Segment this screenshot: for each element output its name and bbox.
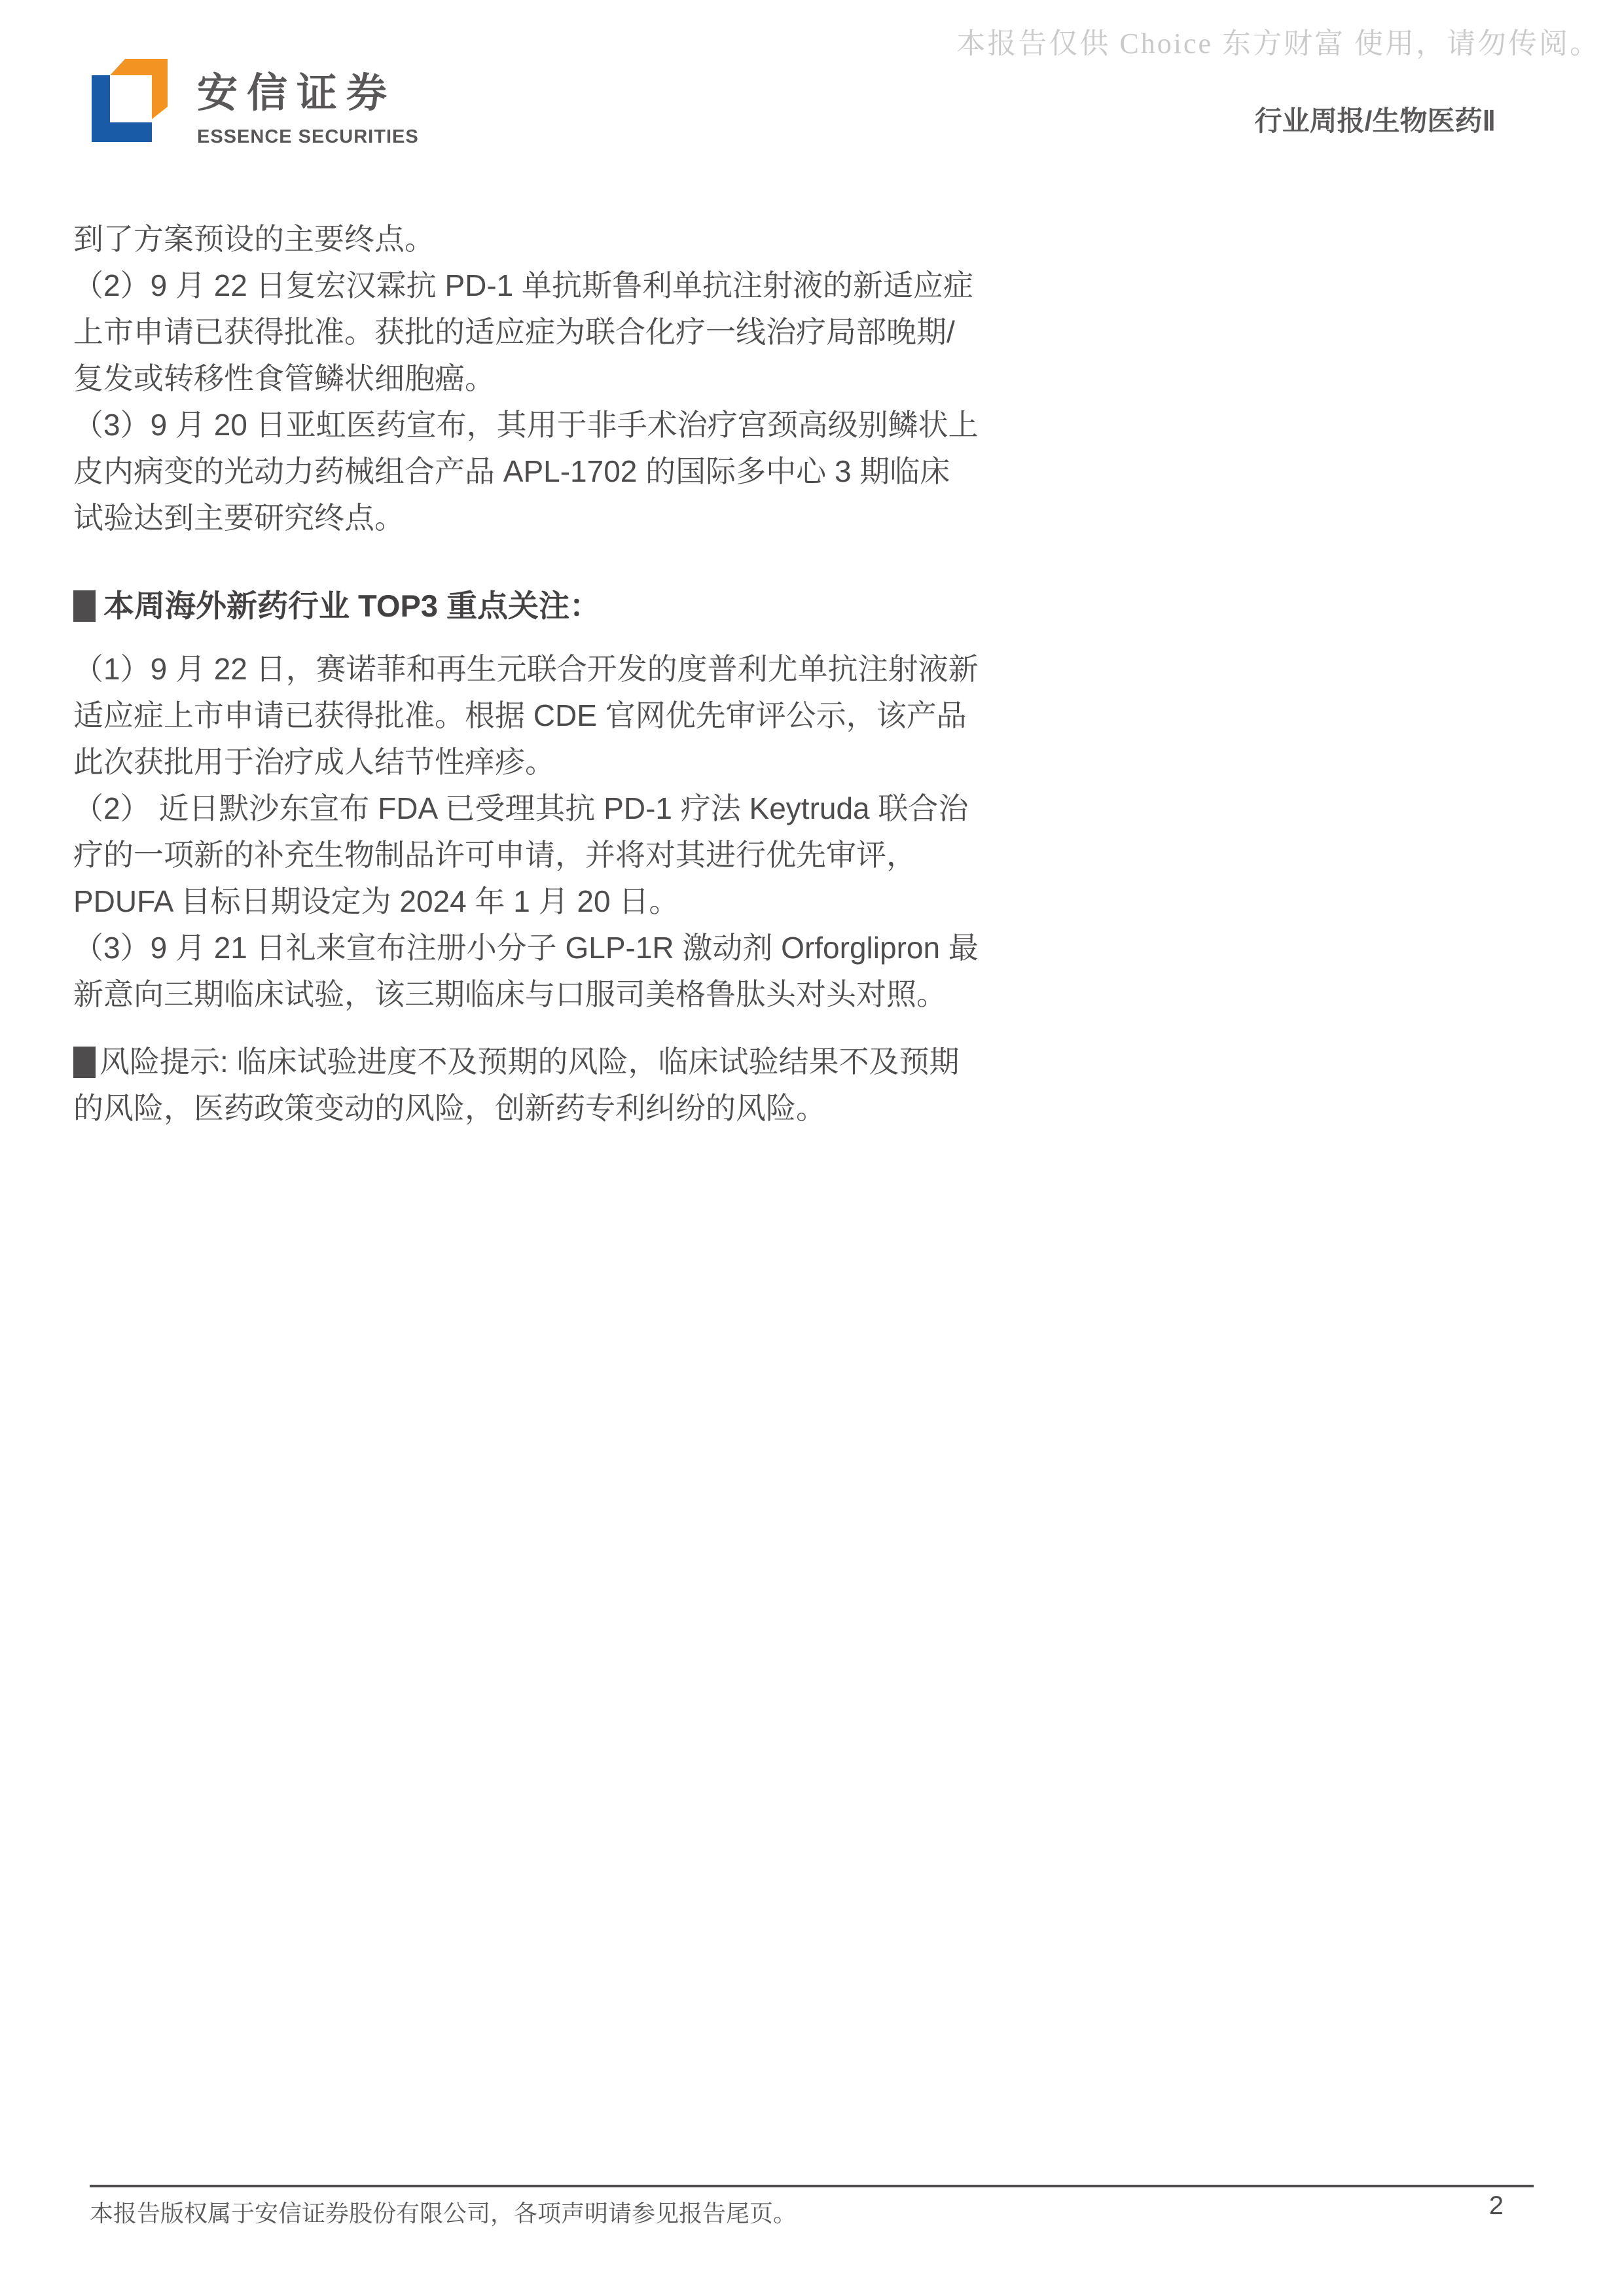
text-line: 到了方案预设的主要终点。 (73, 222, 435, 256)
overseas-news-paragraphs (73, 646, 1055, 1018)
report-body (73, 216, 1055, 1132)
risk-notice-line (73, 1039, 1055, 1085)
text-line: 试验达到主要研究终点。 (73, 501, 405, 535)
text-line: 上市申请已获得批准。获批的适应症为联合化疗一线治疗局部晚期/ (73, 315, 955, 349)
text-line: 皮内病变的光动力药械组合产品 APL-1702 的国际多中心 3 期临床 (73, 454, 950, 488)
brand-logo (92, 58, 419, 148)
brand-name-chinese: 安信证券 (197, 71, 397, 116)
risk-notice (73, 1039, 1055, 1132)
brand-name-english: ESSENCE SECURITIES (197, 126, 419, 147)
essence-securities-logo-icon (92, 58, 168, 142)
text-line: 适应症上市申请已获得批准。根据 CDE 官网优先审评公示，该产品 (73, 698, 967, 732)
brand-names (197, 58, 419, 148)
logo-orange-shape (110, 59, 168, 119)
risk-square-bullet-icon (73, 1047, 96, 1078)
domestic-news-paragraphs (73, 216, 1055, 541)
text-line: 疗的一项新的补充生物制品许可申请，并将对其进行优先审评， (73, 838, 916, 872)
confidential-watermark: 本报告仅供 Choice 东方财富 使用，请勿传阅。 (956, 27, 1600, 60)
text-line: （2）9 月 22 日复宏汉霖抗 PD-1 单抗斯鲁利单抗注射液的新适应症 (73, 268, 974, 302)
overseas-top3-heading (73, 583, 1055, 629)
text-line: （3）9 月 20 日亚虹医药宣布，其用于非手术治疗宫颈高级别鳞状上 (73, 408, 979, 442)
footer-divider (90, 2185, 1534, 2187)
text-line: （1）9 月 22 日，赛诺菲和再生元联合开发的度普利尤单抗注射液新 (73, 652, 979, 686)
report-category-label: 行业周报/生物医药Ⅱ (1254, 105, 1496, 136)
overseas-top3-heading-text: 本周海外新药行业 TOP3 重点关注： (103, 588, 601, 623)
text-line: PDUFA 目标日期设定为 2024 年 1 月 20 日。 (73, 884, 679, 918)
page-number: 2 (1489, 2191, 1504, 2220)
logo-blue-shape (92, 75, 152, 142)
text-line: （2） 近日默沙东宣布 FDA 已受理其抗 PD-1 疗法 Keytruda 联合治 (73, 791, 969, 825)
text-line: 此次获批用于治疗成人结节性痒疹。 (73, 745, 555, 779)
text-line: 新意向三期临床试验，该三期临床与口服司美格鲁肽头对头对照。 (73, 977, 947, 1011)
risk-notice-text: 风险提示: 临床试验进度不及预期的风险，临床试验结果不及预期 (99, 1045, 960, 1079)
text-line: 复发或转移性食管鳞状细胞癌。 (73, 361, 495, 395)
risk-notice-line: 的风险，医药政策变动的风险，创新药专利纠纷的风险。 (73, 1091, 826, 1125)
footer-copyright: 本报告版权属于安信证券股份有限公司，各项声明请参见报告尾页。 (90, 2200, 797, 2227)
heading-square-bullet-icon (73, 590, 96, 622)
text-line: （3）9 月 21 日礼来宣布注册小分子 GLP-1R 激动剂 Orforglipron 最 (73, 931, 979, 965)
